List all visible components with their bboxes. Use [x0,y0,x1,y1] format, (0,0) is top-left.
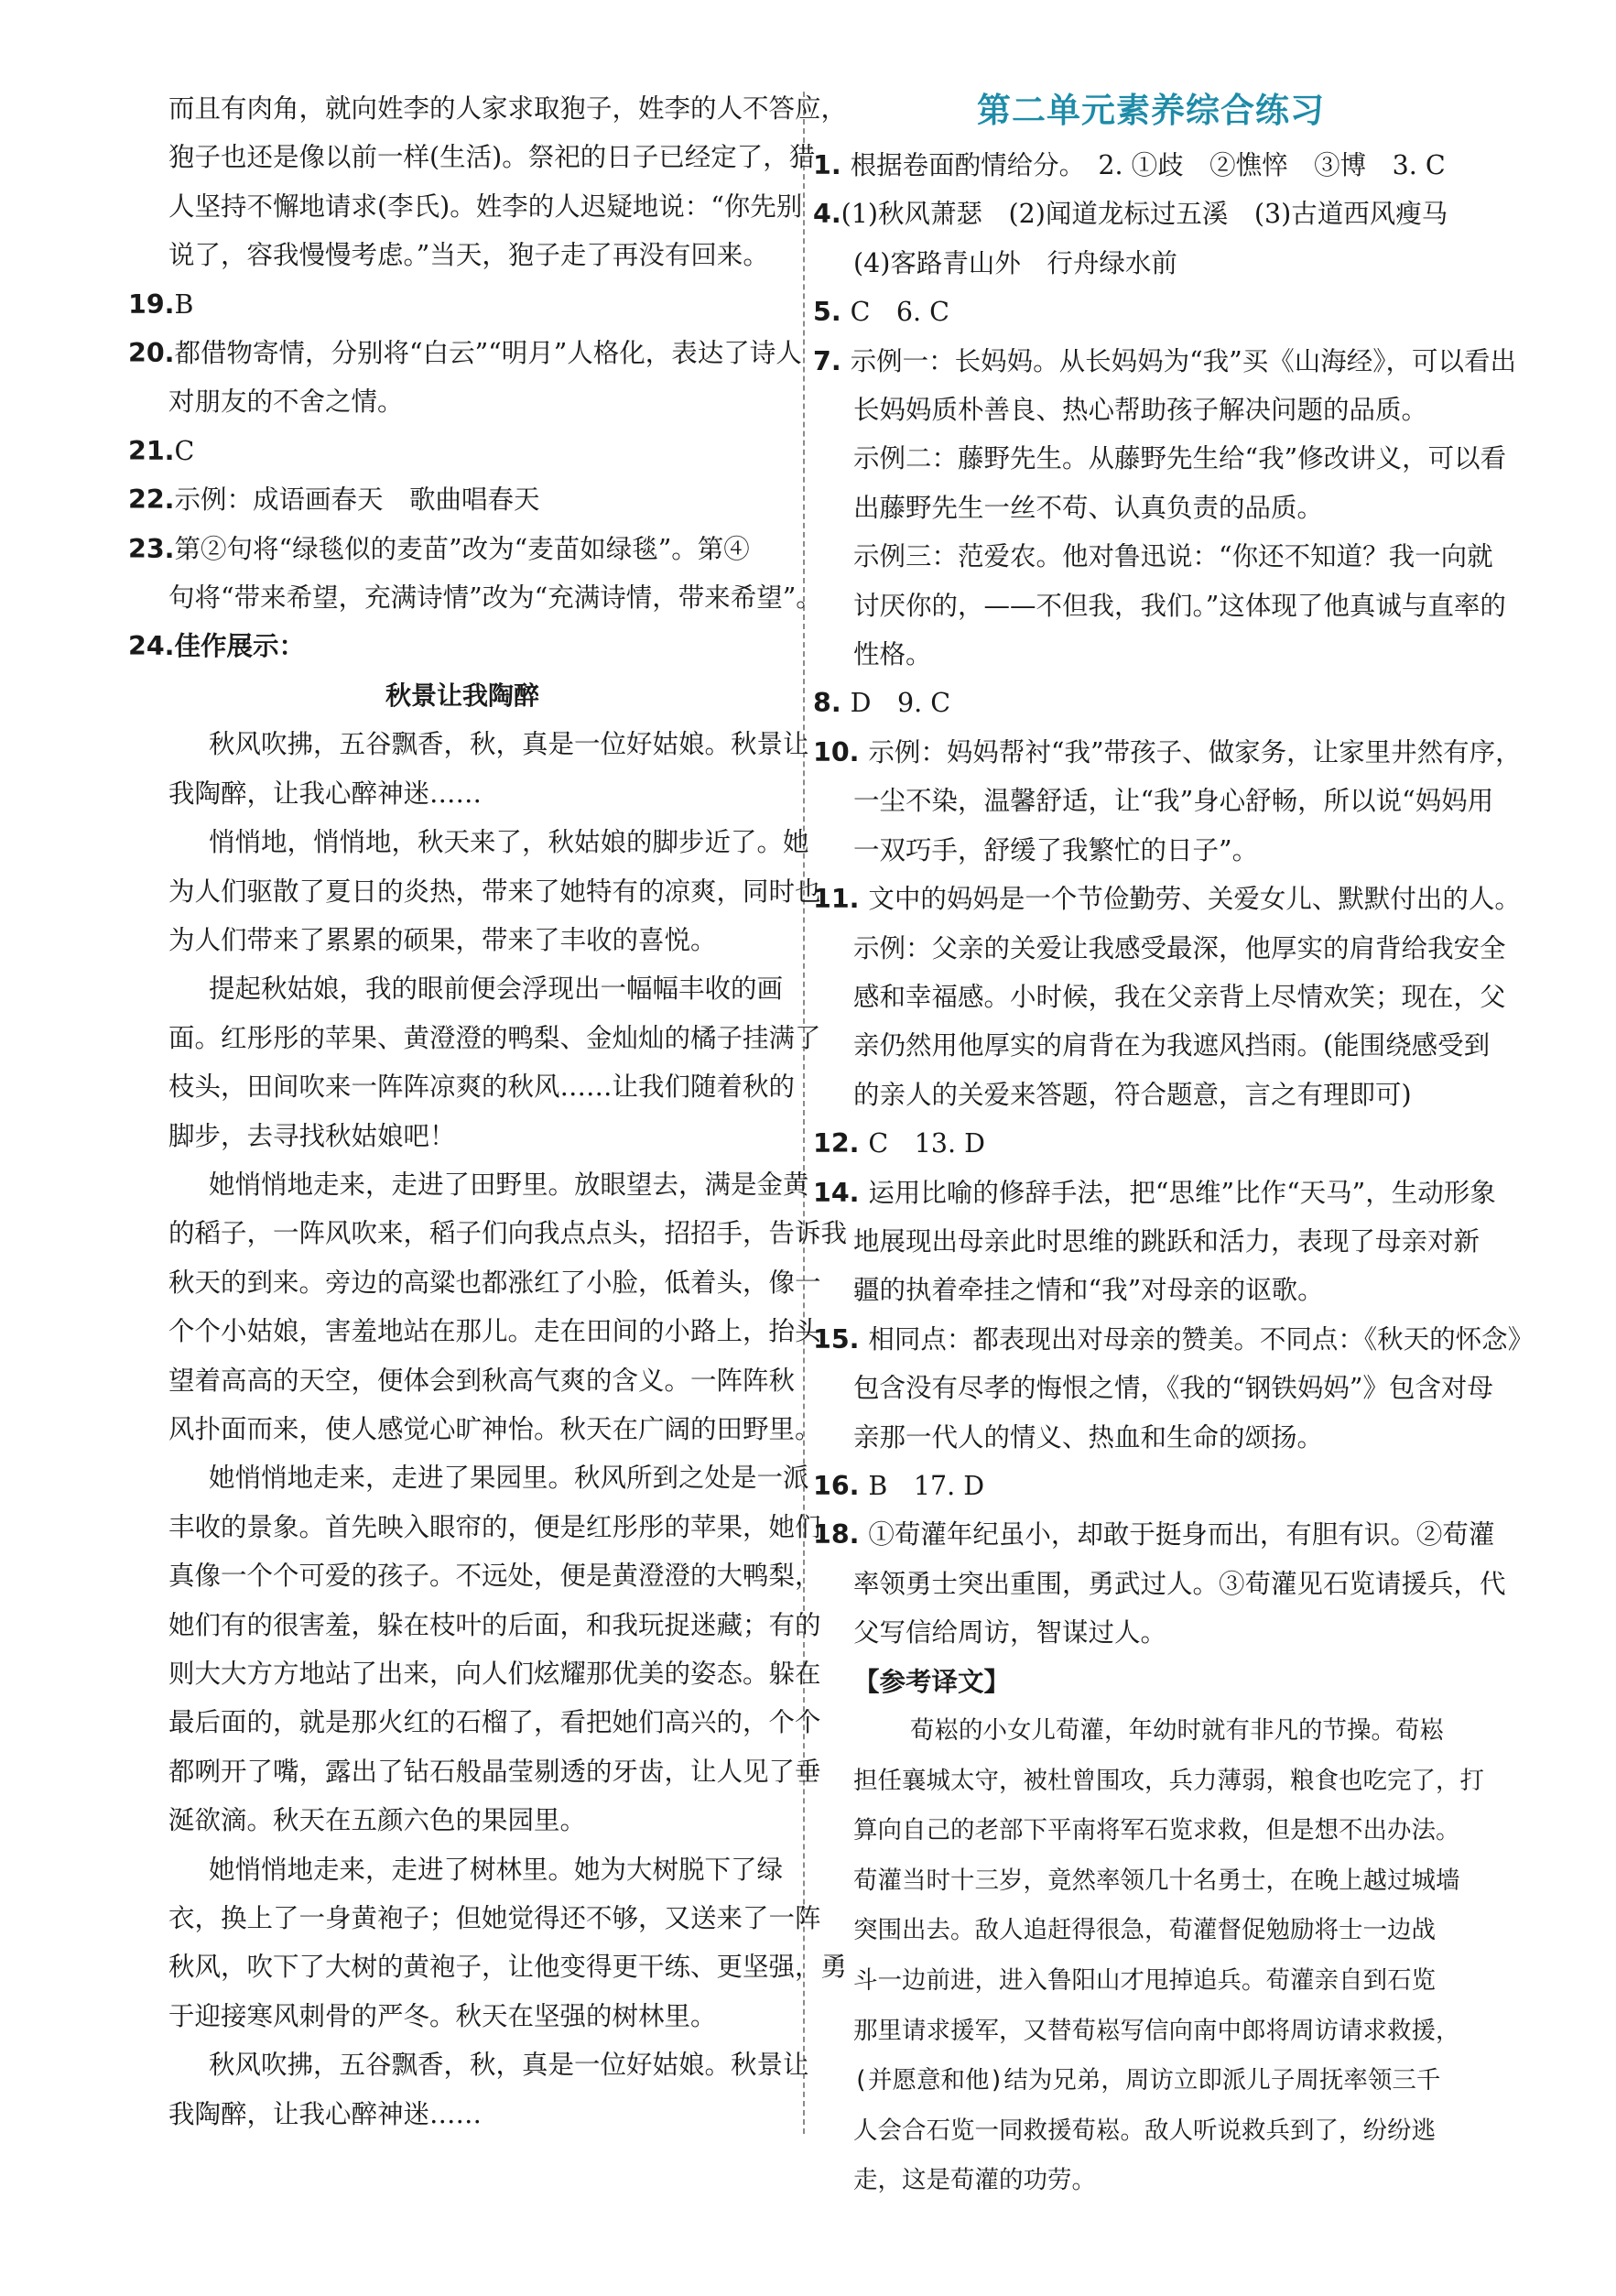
translation-line: 突围出去。敌人追赶得很急，荀灌督促勉励将士一边战 [853,1916,1436,1945]
text-line: 讨厌你的，——不但我，我们。”这体现了他真诚与直率的 [853,590,1506,621]
essay-line: 枝头，田间吹来一阵阵凉爽的秋风……让我们随着秋的 [168,1072,796,1103]
answer-text: C [174,435,195,466]
text-line: 出藤野先生一丝不苟、认真负责的品质。 [853,492,1324,523]
essay-line: 她悄悄地走来，走进了果园里。秋风所到之处是一派 [209,1463,809,1494]
answer-text: B [174,288,194,320]
text-line: 性格。 [853,639,932,670]
answer-19 [128,280,797,329]
question-number: 5. [813,297,851,328]
text-line: 率领勇士突出重围，勇武过人。③荀灌见石览请援兵，代 [853,1568,1506,1599]
text-line: 亲那一代人的情义、热血和生命的颂扬。 [853,1421,1324,1453]
essay-title: 秋景让我陶醉 [385,680,539,711]
answer-10 [813,728,1522,777]
text-line: 一尘不染，温馨舒适，让“我”身心舒畅，所以说“妈妈用 [853,786,1494,817]
answer-text: 运用比喻的修辞手法，把“思维”比作“天马”，生动形象 [868,1177,1496,1208]
text-line: 对朋友的不舍之情。 [168,386,404,418]
text-line: 示例：父亲的关爱让我感受最深，他厚实的肩背给我安全 [853,932,1506,963]
essay-line: 的稻子，一阵风吹来，稻子们向我点点头，招招手，告诉我 [168,1218,848,1249]
translation-line: 担任襄城太守，被杜曾围攻，兵力薄弱，粮食也吃完了，打 [853,1766,1484,1795]
essay-line: 秋风吹拂，五谷飘香，秋，真是一位好姑娘。秋景让 [209,729,809,760]
essay-line: 于迎接寒风刺骨的严冬。秋天在坚强的树林里。 [168,2000,717,2031]
question-number: 20. [128,338,175,369]
translation-line: 人会合石览一同救援荀崧。敌人听说救兵到了，纷纷逃 [853,2116,1436,2145]
column-divider [803,92,805,2134]
question-number: 14. [813,1177,869,1208]
essay-line: 真像一个个可爱的孩子。不远处，便是黄澄澄的大鸭梨， [168,1561,821,1592]
translation-line: 斗一边前进，进入鲁阳山才甩掉追兵。荀灌亲自到石览 [853,1965,1436,1995]
question-number: 12. [813,1128,869,1159]
essay-line: 她悄悄地走来，走进了树林里。她为大树脱下了绿 [209,1854,784,1885]
essay-line: 个个小姑娘，害羞地站在那儿。走在田间的小路上，抬头 [168,1316,821,1347]
answer-20 [128,329,802,377]
question-number: 10. [813,736,869,767]
question-number: 1. [813,150,851,180]
translation-line: 荀崧的小女儿荀灌，年幼时就有非凡的节操。荀崧 [910,1716,1444,1745]
answer-text: C 13. D [868,1128,985,1159]
translation-line: (并愿意和他)结为兄弟，周访立即派儿子周抚率领三千 [853,2066,1441,2095]
answer-14 [813,1169,1496,1217]
essay-line: 秋风，吹下了大树的黄袍子，让他变得更干练、更坚强，勇 [168,1952,848,1983]
answer-21 [128,427,797,475]
essay-line: 提起秋姑娘，我的眼前便会浮现出一幅幅丰收的画 [209,974,784,1005]
text-line: 的亲人的关爱来答题，符合题意，言之有理即可) [853,1079,1412,1110]
answer-11 [813,875,1521,923]
answer-text: 都借物寄情，分别将“白云”“明月”人格化，表达了诗人 [174,338,802,369]
showcase-label: 佳作展示： [174,631,306,662]
answer-5-6 [813,288,1489,336]
text-line: (4)客路青山外 行舟绿水前 [853,247,1177,278]
translation-body [813,1706,1489,2206]
answer-text: (1)秋风萧瑟 (2)闻道龙标过五溪 (3)古道西风瘦马 [841,199,1448,230]
question-number: 23. [128,533,175,564]
translation-line: 算向自己的老部下平南将军石览求救，但是想不出办法。 [853,1816,1460,1845]
answer-15 [813,1315,1535,1364]
text-line: 说了，容我慢慢考虑。”当天，狍子走了再没有回来。 [168,240,769,271]
question-number: 21. [128,435,175,466]
answer-18 [813,1510,1495,1559]
essay-line: 我陶醉，让我心醉神迷…… [168,2098,483,2129]
question-number: 8. [813,688,851,719]
text-line: 地展现出母亲此时思维的跳跃和活力，表现了母亲对新 [853,1225,1480,1257]
answer-8-9 [813,679,1489,727]
answer-text: D 9. C [850,688,951,719]
text-line: 亲仍然用他厚实的肩背在为我遮风挡雨。(能围绕感受到 [853,1030,1491,1061]
question-number: 19. [128,288,175,320]
answer-text: 示例：妈妈帮衬“我”带孩子、做家务，让家里井然有序， [868,736,1522,767]
text-line: 狍子也还是像以前一样(生活)。祭祀的日子已经定了，猎 [168,142,816,173]
essay-line: 秋天的到来。旁边的高粱也都涨红了小脸，低着头，像一 [168,1267,821,1298]
essay-line: 风扑面而来，使人感觉心旷神怡。秋天在广阔的田野里。 [168,1413,821,1444]
text-line: 示例三：范爱农。他对鲁迅说：“你还不知道？我一向就 [853,541,1493,572]
question-number: 16. [813,1470,869,1501]
text-line: 疆的执着牵挂之情和“我”对母亲的讴歌。 [853,1275,1324,1306]
text-line: 而且有肉角，就向姓李的人家求取狍子，姓李的人不答应， [168,93,848,124]
answer-text: 相同点：都表现出对母亲的赞美。不同点：《秋天的怀念》 [868,1323,1535,1355]
text-line: 一双巧手，舒缓了我繁忙的日子”。 [853,834,1259,865]
answer-text: 示例一：长妈妈。从长妈妈为“我”买《山海经》，可以看出 [850,345,1516,376]
answer-1-3 [813,141,1489,190]
answer-23 [128,525,797,573]
translation-line: 荀灌当时十三岁，竟然率领几十名勇士，在晚上越过城墙 [853,1866,1460,1895]
right-column [813,84,1535,2206]
question-number: 11. [813,884,869,915]
essay-line: 我陶醉，让我心醉神迷…… [168,778,483,809]
answer-text: 文中的妈妈是一个节俭勤劳、关爱女儿、默默付出的人。 [868,884,1521,915]
answer-text: C 6. C [850,297,949,328]
section-title: 第二单元素养综合练习 [977,91,1325,130]
question-number: 24. [128,631,175,662]
answer-text: 第②句将“绿毯似的麦苗”改为“麦苗如绿毯”。第④ [174,533,750,564]
answer-text: ①荀灌年纪虽小，却敢于挺身而出，有胆有识。②荀灌 [868,1519,1495,1551]
essay-line: 望着高高的天空，便体会到秋高气爽的含义。一阵阵秋 [168,1365,796,1396]
essay-line: 她悄悄地走来，走进了田野里。放眼望去，满是金黄 [209,1169,809,1200]
text-line: 长妈妈质朴善良、热心帮助孩子解决问题的品质。 [853,395,1428,426]
essay-line: 都咧开了嘴，露出了钻石般晶莹剔透的牙齿，让人见了垂 [168,1756,821,1787]
answer-7 [813,337,1516,386]
translation-line: 那里请求援军，又替荀崧写信向南中郎将周访请求救援， [853,2016,1460,2045]
answer-12-13 [813,1119,1489,1168]
essay-line: 涎欲滴。秋天在五颜六色的果园里。 [168,1805,587,1836]
question-number: 7. [813,345,851,376]
answer-22 [128,475,797,524]
essay-line: 面。红彤彤的苹果、黄澄澄的鸭梨、金灿灿的橘子挂满了 [168,1022,821,1053]
essay-line: 为人们带来了累累的硕果，带来了丰收的喜悦。 [168,924,717,955]
reference-translation-label: 【参考译文】 [853,1666,1011,1697]
answer-4 [813,190,1489,238]
answer-24 [128,622,797,670]
text-line: 包含没有尽孝的悔恨之情，《我的“钢铁妈妈”》包含对母 [853,1373,1493,1404]
answer-text: B 17. D [868,1470,985,1501]
text-line: 句将“带来希望，充满诗情”改为“充满诗情，带来希望”。 [168,582,822,614]
question-number: 15. [813,1323,869,1355]
text-line: 父写信给周访，智谋过人。 [853,1617,1167,1649]
essay-line: 脚步，去寻找秋姑娘吧！ [168,1120,456,1151]
question-number: 18. [813,1519,869,1551]
text-line: 人坚持不懈地请求(李氏)。姓李的人迟疑地说：“你先别 [168,190,803,222]
translation-line: 走，这是荀灌的功劳。 [853,2166,1096,2195]
question-number: 4. [813,199,841,230]
answer-16-17 [813,1462,1489,1510]
answer-text: 示例：成语画春天 歌曲唱春天 [174,484,540,516]
question-number: 22. [128,484,175,516]
text-line: 感和幸福感。小时候，我在父亲背上尽情欢笑；现在，父 [853,981,1506,1012]
essay-line: 她们有的很害羞，躲在枝叶的后面，和我玩捉迷藏；有的 [168,1609,821,1640]
essay-line: 为人们驱散了夏日的炎热，带来了她特有的凉爽，同时也 [168,876,821,907]
answer-text: 根据卷面酌情给分。 2. ①歧 ②憔悴 ③博 3. C [850,150,1446,180]
essay-line: 丰收的景象。首先映入眼帘的，便是红彤彤的苹果，她们 [168,1511,821,1542]
essay-line: 秋风吹拂，五谷飘香，秋，真是一位好姑娘。秋景让 [209,2050,809,2081]
essay-line: 最后面的，就是那火红的石榴了，看把她们高兴的，个个 [168,1707,821,1738]
text-line: 示例二：藤野先生。从藤野先生给“我”修改讲义，可以看 [853,443,1507,474]
essay-line: 悄悄地，悄悄地，秋天来了，秋姑娘的脚步近了。她 [209,827,809,858]
essay-line: 衣，换上了一身黄袍子；但她觉得还不够，又送来了一阵 [168,1903,821,1934]
essay-line: 则大大方方地站了出来，向人们炫耀那优美的姿态。躲在 [168,1659,821,1689]
